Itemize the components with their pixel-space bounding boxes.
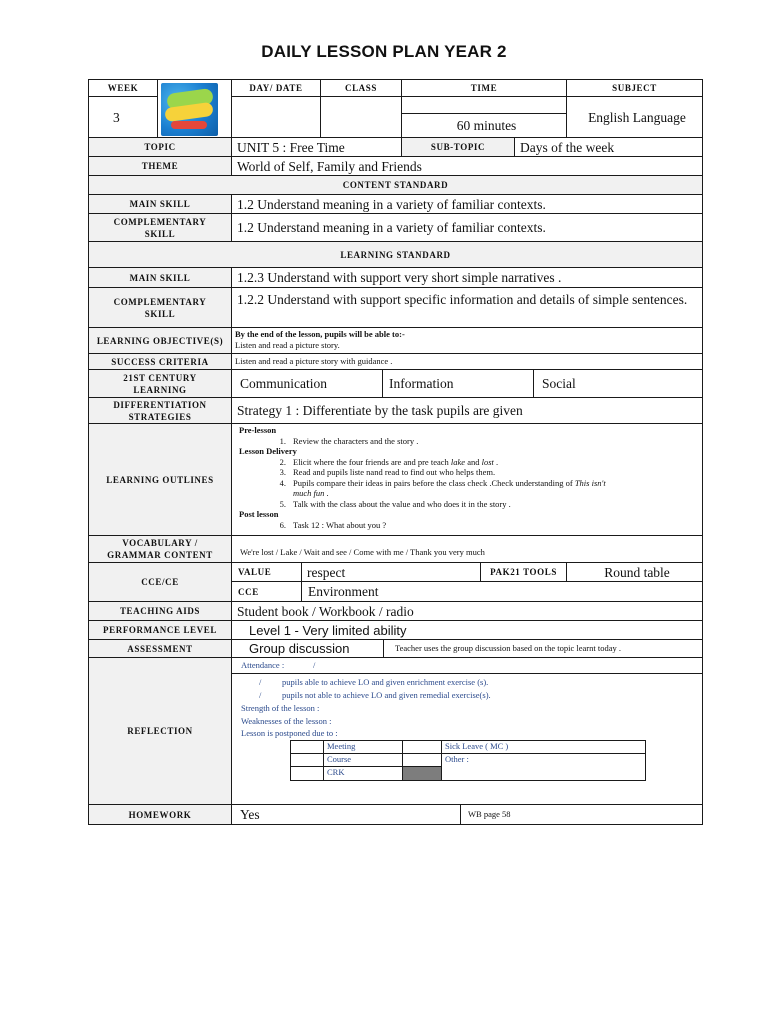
- outlines-label: LEARNING OUTLINES: [88, 423, 232, 536]
- step-3-text: Read and pupils liste nand read to find out who helps them.: [293, 467, 496, 477]
- teaching-aids-label: TEACHING AIDS: [88, 601, 232, 621]
- crk-label: CRK: [323, 766, 403, 781]
- step-4-text: [293, 478, 673, 499]
- objective-intro: By the end of the lesson, pupils will be able to:-: [235, 329, 405, 339]
- cs-main-skill-value: 1.2 Understand meaning in a variety of familiar contexts.: [231, 194, 703, 214]
- achieve-slash: /: [259, 677, 262, 687]
- step-4-phrase-b: much fun: [293, 488, 325, 498]
- step-4-part-d: .: [324, 488, 329, 498]
- step-3-num: 3.: [279, 467, 286, 477]
- step-5-text: Talk with the class about the value and who does it in the story .: [293, 498, 511, 509]
- theme-label: THEME: [88, 156, 232, 176]
- step-6-text: Task 12 : What about you ?: [293, 519, 387, 530]
- success-label: SUCCESS CRITERIA: [88, 353, 232, 370]
- ls-main-skill-value: 1.2.3 Understand with support very short simple narratives .: [231, 267, 703, 288]
- differentiation-label: [88, 397, 232, 424]
- step-4-phrase-a: This isn't: [574, 477, 606, 488]
- weakness-label: Weaknesses of the lesson :: [241, 716, 332, 726]
- day-date-label: DAY/ DATE: [231, 79, 321, 97]
- meeting-box[interactable]: [290, 740, 324, 754]
- century-item-information: Information: [382, 369, 534, 398]
- super-minds-logo: [161, 83, 218, 136]
- vocab-label-line2: GRAMMAR CONTENT: [107, 550, 213, 560]
- success-text: Listen and read a picture story with guidance .: [231, 353, 703, 370]
- reflection-cell: [231, 657, 703, 805]
- ls-comp-label-line1: COMPLEMENTARY: [113, 296, 207, 307]
- time-empty: [401, 96, 567, 114]
- pak21-value: Round table: [566, 562, 703, 582]
- step-5-num: 5.: [279, 498, 286, 509]
- meeting-label: Meeting: [323, 740, 403, 754]
- theme-value: World of Self, Family and Friends: [231, 156, 703, 176]
- objective-label: LEARNING OBJECTIVE(S): [88, 327, 232, 354]
- assessment-label: ASSESSMENT: [88, 639, 232, 658]
- strength-label: Strength of the lesson :: [241, 703, 320, 713]
- crk-box[interactable]: [290, 766, 324, 781]
- step-2-num: 2.: [279, 456, 286, 467]
- homework-note: WB page 58: [460, 804, 703, 825]
- page-title: DAILY LESSON PLAN YEAR 2: [261, 42, 507, 61]
- step-1-num: 1.: [279, 435, 286, 446]
- step-2-part-a: Elicit where the four friends are and pre teach: [293, 456, 451, 467]
- teaching-aids-value: Student book / Workbook / radio: [231, 601, 703, 621]
- sick-leave-label: Sick Leave ( MC ): [441, 740, 646, 754]
- postponed-label: Lesson is postponed due to :: [241, 728, 338, 738]
- diff-label-line2: STRATEGIES: [128, 411, 192, 422]
- vocab-label-line1: VOCABULARY /: [122, 538, 198, 548]
- value-value: respect: [301, 562, 481, 582]
- homework-value: Yes: [231, 804, 461, 825]
- cce-value: Environment: [301, 581, 703, 602]
- century-item-communication: Communication: [231, 369, 383, 398]
- performance-value: Level 1 - Very limited ability: [231, 620, 703, 640]
- objective-cell: [231, 327, 703, 354]
- outline-pre-heading: Pre-lesson: [239, 425, 277, 435]
- cs-comp-label-line1: COMPLEMENTARY: [113, 216, 207, 227]
- ls-complementary-value: 1.2.2 Understand with support specific information and details of simple sentences.: [231, 287, 703, 328]
- subject-value: English Language: [566, 96, 703, 138]
- achieve-text: pupils able to achieve LO and given enrichment exercise (s).: [282, 677, 489, 687]
- century-label-line1: 21ST CENTURY: [123, 372, 197, 383]
- attendance-slash: /: [313, 660, 316, 670]
- cce-label: CCE: [231, 581, 302, 602]
- not-achieve-text: pupils not able to achieve LO and given remedial exercise(s).: [282, 690, 491, 700]
- cs-main-skill-label: MAIN SKILL: [88, 194, 232, 214]
- week-label: WEEK: [88, 79, 158, 97]
- cce-ce-label: CCE/CE: [88, 562, 232, 602]
- subtopic-label: SUB-TOPIC: [401, 137, 515, 157]
- crk-shaded-cell: [402, 766, 442, 781]
- attendance-label: Attendance :: [241, 660, 285, 670]
- cs-complementary-label: [88, 213, 232, 242]
- step-4-num: 4.: [279, 477, 286, 488]
- homework-label: HOMEWORK: [88, 804, 232, 825]
- subject-label: SUBJECT: [566, 79, 703, 97]
- course-label: Course: [323, 753, 403, 767]
- diff-label-line1: DIFFERENTIATION: [113, 399, 207, 410]
- ls-comp-label-line2: SKILL: [144, 308, 176, 319]
- step-2-word-lake: lake: [450, 456, 466, 467]
- content-standard-heading: CONTENT STANDARD: [88, 175, 703, 195]
- outline-delivery-heading: Lesson Delivery: [239, 446, 297, 456]
- ls-complementary-label: [88, 287, 232, 328]
- other-box[interactable]: [402, 753, 442, 767]
- century-label-line2: LEARNING: [133, 384, 187, 395]
- subtopic-value: Days of the week: [514, 137, 703, 157]
- step-1-text: Review the characters and the story .: [293, 435, 419, 446]
- step-6-num: 6.: [279, 519, 286, 530]
- value-label: VALUE: [231, 562, 302, 582]
- reflection-label: REFLECTION: [88, 657, 232, 805]
- objective-text: Listen and read a picture story.: [235, 340, 340, 350]
- course-box[interactable]: [290, 753, 324, 767]
- pak21-label: PAK21 TOOLS: [480, 562, 567, 582]
- ls-main-skill-label: MAIN SKILL: [88, 267, 232, 288]
- step-2-text: [293, 457, 498, 468]
- century-label: [88, 369, 232, 398]
- step-2-part-e: .: [493, 456, 499, 467]
- performance-label: PERFORMANCE LEVEL: [88, 620, 232, 640]
- step-2-part-c: and: [465, 456, 482, 467]
- vocab-label: [88, 535, 232, 563]
- other-label: Other :: [441, 753, 646, 781]
- week-value: 3: [88, 96, 158, 138]
- century-item-social: Social: [533, 369, 703, 398]
- day-date-value: [231, 96, 321, 138]
- learning-standard-heading: LEARNING STANDARD: [88, 241, 703, 268]
- cs-complementary-value: 1.2 Understand meaning in a variety of familiar contexts.: [231, 213, 703, 242]
- assessment-note: Teacher uses the group discussion based on the topic learnt today .: [383, 639, 703, 658]
- sick-leave-box[interactable]: [402, 740, 442, 754]
- cs-comp-label-line2: SKILL: [144, 228, 176, 239]
- not-achieve-slash: /: [259, 690, 262, 700]
- differentiation-value: Strategy 1 : Differentiate by the task pupils are given: [231, 397, 703, 424]
- step-2-word-lost: lost: [481, 456, 494, 467]
- outlines-cell: [231, 423, 703, 536]
- assessment-value: Group discussion: [231, 639, 384, 658]
- class-label: CLASS: [320, 79, 402, 97]
- time-label: TIME: [401, 79, 567, 97]
- topic-label: TOPIC: [88, 137, 232, 157]
- vocab-value: We're lost / Lake / Wait and see / Come with me / Thank you very much: [231, 535, 703, 563]
- topic-value: UNIT 5 : Free Time: [231, 137, 402, 157]
- class-value: [320, 96, 402, 138]
- step-4-part-a: Pupils compare their ideas in pairs before the class check .Check understanding of: [293, 477, 575, 488]
- outline-post-heading: Post lesson: [239, 509, 279, 519]
- time-value: 60 minutes: [401, 113, 567, 138]
